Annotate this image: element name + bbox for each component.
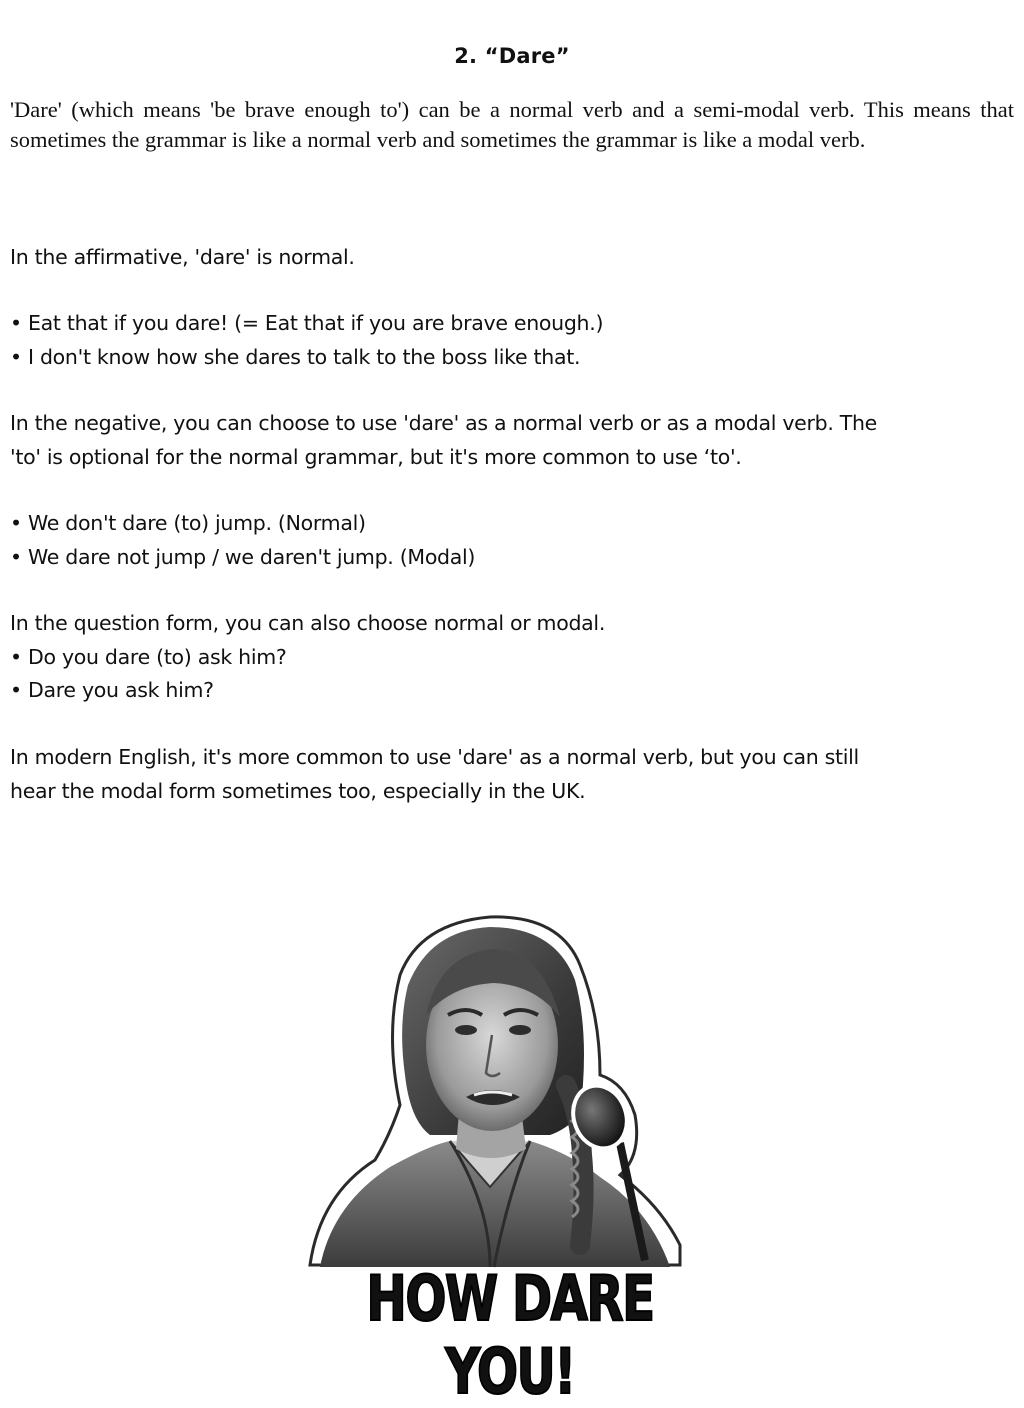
question-text: In the question form, you can also choose normal or modal. — [10, 611, 606, 635]
negative-line: In the negative, you can choose to use 'dare' as a normal verb or as a modal verb. The — [10, 411, 877, 435]
negative-paragraph — [10, 407, 1014, 474]
negative-examples — [10, 507, 1014, 574]
list-item: • We don't dare (to) jump. (Normal) — [10, 511, 366, 535]
modern-line: In modern English, it's more common to use 'dare' as a normal verb, but you can still — [10, 745, 859, 769]
affirmative-examples — [10, 307, 1014, 374]
list-item: • Dare you ask him? — [10, 678, 214, 702]
list-item: • I don't know how she dares to talk to the boss like that. — [10, 344, 581, 369]
list-item: • We dare not jump / we daren't jump. (Modal) — [10, 544, 476, 569]
section-title: 2. “Dare” — [454, 44, 570, 68]
modern-paragraph — [10, 741, 1014, 808]
question-paragraph — [10, 607, 1014, 708]
negative-line: 'to' is optional for the normal grammar, but it's more common to use ‘to'. — [10, 444, 742, 469]
sticker-caption: HOW DARE YOU! — [366, 1262, 654, 1408]
list-item: • Do you dare (to) ask him? — [10, 644, 287, 669]
affirmative-text: In the affirmative, 'dare' is normal. — [10, 245, 355, 269]
list-item: • Eat that if you dare! (= Eat that if you are brave enough.) — [10, 311, 604, 335]
affirmative-paragraph — [10, 241, 1014, 275]
intro-paragraph: 'Dare' (which means 'be brave enough to') can be a normal verb and a semi-modal verb. This means that sometimes the grammar is like a normal verb and sometimes the grammar is like a modal verb. — [10, 97, 1014, 152]
modern-line: hear the modal form sometimes too, especially in the UK. — [10, 778, 586, 803]
